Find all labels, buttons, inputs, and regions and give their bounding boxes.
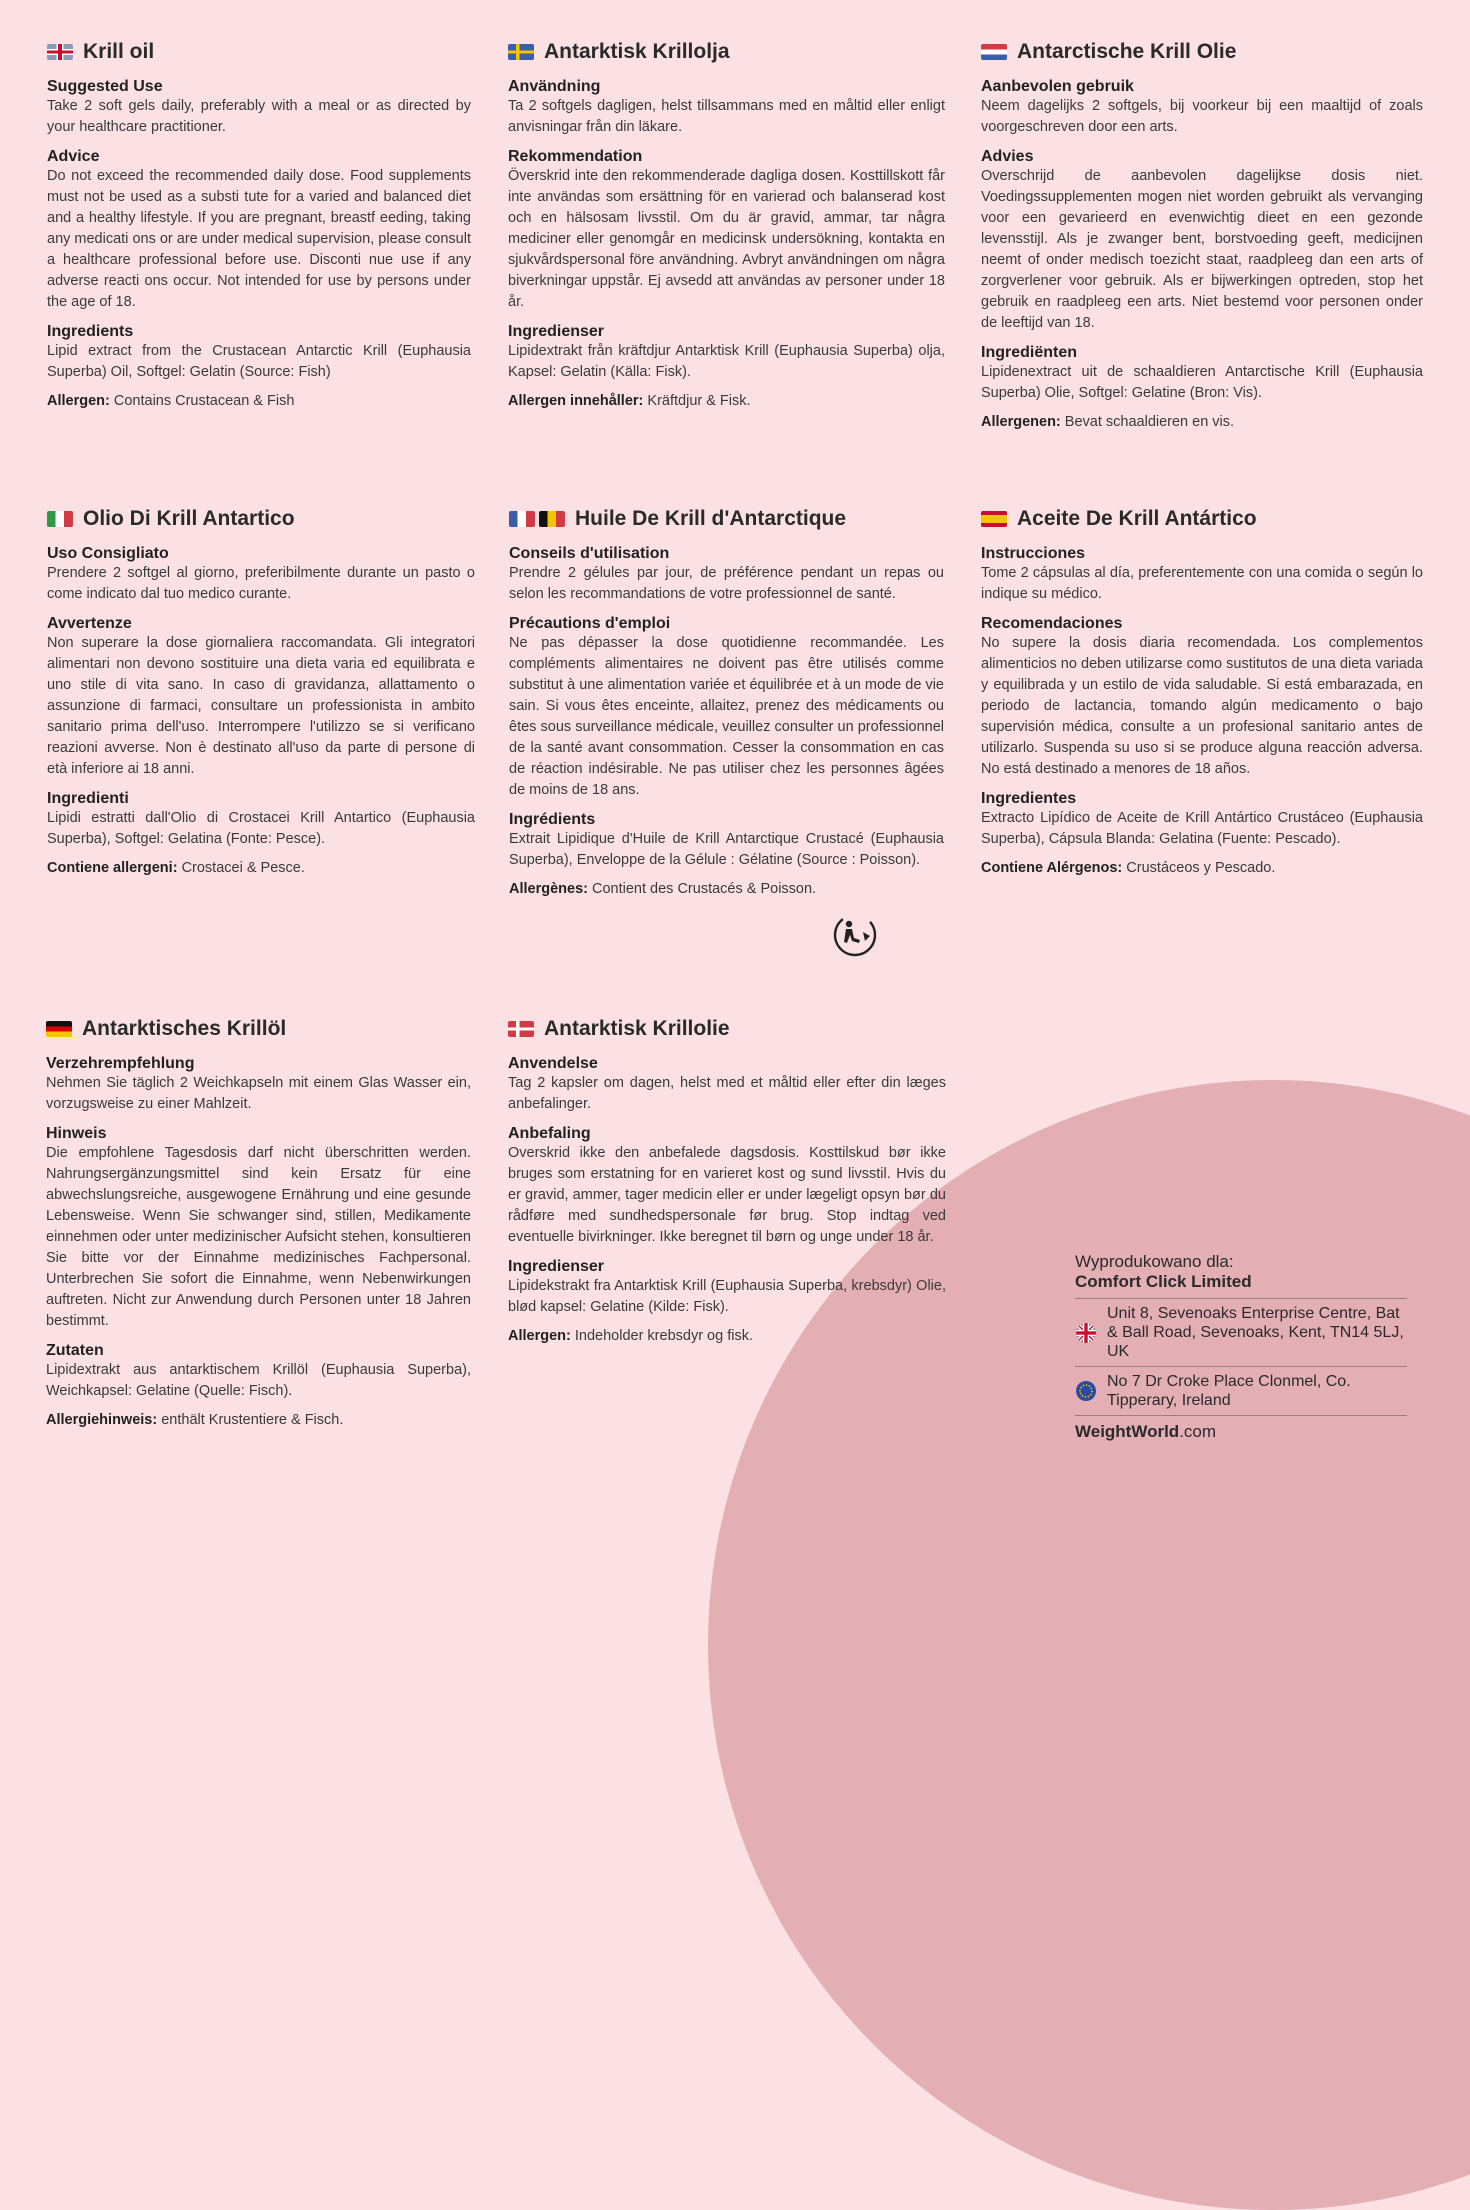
section-title: Krill oil	[83, 40, 155, 63]
uk-address-row	[1075, 1298, 1407, 1366]
section-english	[47, 40, 471, 409]
uk-flag-icon	[1075, 1322, 1097, 1344]
advice-text: Overskrid ikke den anbefalede dagsdosis. Kosttilskud bør ikke bruges som erstatning for en varieret kost og sund livsstil. Hvis du er gravid, ammer, tager medicin eller er under lægeligt opsyn bør du rådføre med sundhedspersonale før brug. Stop indtag ved eventuelle bivirkninger. Ikke beregnet til børn og unge under 18 år.	[508, 1145, 946, 1245]
section-italian	[47, 507, 475, 876]
netherlands-flag-icon	[981, 44, 1007, 60]
eu-flag-icon	[1075, 1380, 1097, 1402]
italy-flag-icon	[47, 511, 73, 527]
made-for-label: Wyprodukowano dla:	[1075, 1252, 1234, 1271]
advice-heading: Rekommendation	[508, 148, 643, 165]
advice-heading: Advice	[47, 148, 100, 165]
ingredients-heading: Ingredienser	[508, 1258, 605, 1275]
ie-address-row	[1075, 1366, 1407, 1415]
allergen-line: Allergen: Indeholder krebsdyr og fisk.	[508, 1328, 753, 1344]
ingredients-heading: Ingredientes	[981, 790, 1077, 807]
allergen-line: Allergen innehåller: Kräftdjur & Fisk.	[508, 393, 751, 409]
ingredients-text: Lipidextrakt aus antarktischem Krillöl (Euphausia Superba), Weichkapsel: Gelatine (Quelle: Fisch).	[46, 1362, 471, 1399]
section-dutch	[981, 40, 1423, 430]
use-text: Neem dagelijks 2 softgels, bij voorkeur bij een maaltijd of zoals voorgeschreven door een arts.	[981, 98, 1423, 135]
advice-text: No supere la dosis diaria recomendada. Los complementos alimenticios no deben utilizarse como sustitutos de una dieta variada y equilibrada y un estilo de vida saludable. Si está embarazada, en periodo de lactancia, tomando algún medicamento o bajo supervisión médica, consulte a un profesional sanitario antes de utilizarlo. Suspenda su uso si se produce alguna reacción adversa. No está destinado a menores de 18 años.	[981, 635, 1423, 777]
ingredients-heading: Ingredienti	[47, 790, 129, 807]
allergen-line: Contiene allergeni: Crostacei & Pesce.	[47, 860, 305, 876]
use-text: Tag 2 kapsler om dagen, helst med et måltid eller efter din læges anbefalinger.	[508, 1075, 946, 1112]
ingredients-text: Lipidenextract uit de schaaldieren Antarctische Krill (Euphausia Superba) Olie, Softgel: Gelatine (Bron: Vis).	[981, 364, 1423, 401]
use-text: Prendre 2 gélules par jour, de préférence pendant un repas ou selon les recommandations de votre professionnel de santé.	[509, 565, 944, 602]
use-text: Ta 2 softgels dagligen, helst tillsammans med en måltid eller enligt anvisningar från din läkare.	[508, 98, 945, 135]
recycling-person-icon	[832, 912, 878, 958]
use-heading: Anvendelse	[508, 1055, 598, 1072]
advice-heading: Hinweis	[46, 1125, 107, 1142]
ingredients-heading: Ingrédients	[509, 811, 596, 828]
use-heading: Uso Consigliato	[47, 545, 169, 562]
section-title: Antarktisches Krillöl	[82, 1017, 287, 1040]
advice-text: Do not exceed the recommended daily dose. Food supplements must not be used as a substi tute for a varied and balanced diet and a healthy lifestyle. If you are pregnant, breastf eeding, taking any medicati ons or are under medical supervision, please consult a healthcare professional before use. Disconti nue use if any adverse reacti ons occur. Not intended for use by persons under the age of 18.	[47, 168, 471, 310]
section-german	[46, 1017, 471, 1428]
ingredients-text: Extracto Lipídico de Aceite de Krill Antártico Crustáceo (Euphausia Superba), Cápsula Blanda: Gelatina (Fuente: Pescado).	[981, 810, 1423, 847]
use-heading: Conseils d'utilisation	[509, 545, 670, 562]
brand-website: WeightWorld.com	[1075, 1415, 1407, 1442]
ie-address: No 7 Dr Croke Place Clonmel, Co. Tipperary, Ireland	[1107, 1373, 1351, 1409]
use-text: Tome 2 cápsulas al día, preferentemente con una comida o según lo indique su médico.	[981, 565, 1423, 602]
advice-text: Overschrijd de aanbevolen dagelijkse dosis niet. Voedingssupplementen mogen niet worden gebruikt als vervanging voor een gevarieerd en evenwichtig dieet en een gezonde levensstijl. Als je zwanger bent, borstvoeding geeft, medicijnen neemt of onder medisch toezicht staat, raadpleeg dan een arts of zorgverlener voor gebruik. Als er bijwerkingen optreden, stop het gebruik en raadpleeg een arts. Niet bestemd voor personen onder de leeftijd van 18.	[981, 168, 1423, 331]
section-title: Aceite De Krill Antártico	[1017, 507, 1257, 530]
uk-address: Unit 8, Sevenoaks Enterprise Centre, Bat & Ball Road, Sevenoaks, Kent, TN14 5LJ, UK	[1107, 1305, 1404, 1360]
company-name: Comfort Click Limited	[1075, 1272, 1252, 1291]
use-text: Take 2 soft gels daily, preferably with a meal or as directed by your healthcare practitioner.	[47, 98, 471, 135]
section-danish	[508, 1017, 946, 1344]
advice-heading: Avvertenze	[47, 615, 132, 632]
allergen-line: Allergenen: Bevat schaaldieren en vis.	[981, 414, 1235, 430]
use-heading: Aanbevolen gebruik	[981, 78, 1134, 95]
section-french	[509, 507, 944, 897]
allergen-line: Allergen: Contains Crustacean & Fish	[47, 393, 295, 409]
section-spanish	[981, 507, 1423, 876]
manufacturer-info	[1075, 1252, 1407, 1442]
advice-text: Ne pas dépasser la dose quotidienne recommandée. Les compléments alimentaires ne doivent pas être utilisés comme substitut à une alimentation variée et équilibrée et à un mode de vie sain. Si vous êtes enceinte, allaitez, prenez des médicaments ou êtes sous surveillance médicale, veuillez consulter un professionnel de la santé avant consommation. Cesser la consommation en cas de réaction indésirable. Ne pas utiliser chez les personnes âgées de moins de 18 ans.	[509, 635, 944, 798]
spain-flag-icon	[981, 511, 1007, 527]
section-title: Antarctische Krill Olie	[1017, 40, 1237, 63]
section-title: Antarktisk Krillolja	[544, 40, 730, 63]
belgium-flag-icon	[539, 511, 565, 527]
ingredients-heading: Ingrediënten	[981, 344, 1078, 361]
section-title: Antarktisk Krillolie	[544, 1017, 730, 1040]
uk-flag-icon	[47, 44, 73, 60]
allergen-line: Contiene Alérgenos: Crustáceos y Pescado.	[981, 860, 1276, 876]
germany-flag-icon	[46, 1021, 72, 1037]
advice-heading: Recomendaciones	[981, 615, 1123, 632]
use-heading: Verzehrempfehlung	[46, 1055, 195, 1072]
ingredients-heading: Ingredients	[47, 323, 134, 340]
ingredients-text: Extrait Lipidique d'Huile de Krill Antarctique Crustacé (Euphausia Superba), Enveloppe de la Gélule : Gélatine (Source : Poisson).	[509, 831, 944, 868]
section-swedish	[508, 40, 945, 409]
france-flag-icon	[509, 511, 535, 527]
advice-text: Non superare la dose giornaliera raccomandata. Gli integratori alimentari non devono sostituire una dieta varia ed equilibrata e uno stile di vita sano. In caso di gravidanza, allattamento o assunzione di farmaci, consultare un professionista in ambito sanitario prima dell'uso. Interrompere l'utilizzo se si verificano reazioni avverse. Non è destinato all'uso da parte di persone di età inferiore ai 18 anni.	[47, 635, 475, 777]
ingredients-text: Lipidekstrakt fra Antarktisk Krill (Euphausia Superba, krebsdyr) Olie, blød kapsel: Gelatine (Kilde: Fisk).	[508, 1278, 946, 1315]
advice-heading: Anbefaling	[508, 1125, 591, 1142]
ingredients-text: Lipidextrakt från kräftdjur Antarktisk Krill (Euphausia Superba) olja, Kapsel: Gelatin (Källa: Fisk).	[508, 343, 945, 380]
use-heading: Suggested Use	[47, 78, 163, 95]
section-title: Olio Di Krill Antartico	[83, 507, 295, 530]
use-text: Prendere 2 softgel al giorno, preferibilmente durante un pasto o come indicato dal tuo medico curante.	[47, 565, 475, 602]
advice-text: Die empfohlene Tagesdosis darf nicht überschritten werden. Nahrungsergänzungsmittel sind kein Ersatz für eine abwechslungsreiche, ausgewogene Ernährung und eine gesunde Lebensweise. Wenn Sie schwanger sind, stillen, Medikamente einnehmen oder unter medizinischer Aufsicht stehen, konsultieren Sie bitte vor der Einnahme medizinisches Fachpersonal. Unterbrechen Sie sofort die Einnahme, wenn Nebenwirkungen auftreten. Nicht zur Anwendung durch Personen unter 18 Jahren bestimmt.	[46, 1145, 471, 1329]
denmark-flag-icon	[508, 1021, 534, 1037]
advice-text: Överskrid inte den rekommenderade dagliga dosen. Kosttillskott får inte användas som ersättning för en varierad och balanserad kost och en hälsosam livsstil. Om du är gravid, ammar, tar några mediciner eller genomgår en medicinsk undersökning, kontakta en sjukvårdspersonal före användning. Avbryt användningen om några biverkningar uppstår. Ej avsedd att användas av personer under 18 år.	[508, 168, 945, 310]
ingredients-text: Lipidi estratti dall'Olio di Crostacei Krill Antartico (Euphausia Superba), Softgel: Gelatina (Fonte: Pesce).	[47, 810, 475, 847]
section-title: Huile De Krill d'Antarctique	[575, 507, 847, 530]
advice-heading: Advies	[981, 148, 1034, 165]
allergen-line: Allergiehinweis: enthält Krustentiere & Fisch.	[46, 1412, 344, 1428]
use-heading: Instrucciones	[981, 545, 1086, 562]
ingredients-heading: Zutaten	[46, 1342, 104, 1359]
ingredients-text: Lipid extract from the Crustacean Antarctic Krill (Euphausia Superba) Oil, Softgel: Gelatin (Source: Fish)	[47, 343, 471, 380]
advice-heading: Précautions d'emploi	[509, 615, 671, 632]
use-heading: Användning	[508, 78, 601, 95]
allergen-line: Allergènes: Contient des Crustacés & Poisson.	[509, 881, 817, 897]
use-text: Nehmen Sie täglich 2 Weichkapseln mit einem Glas Wasser ein, vorzugsweise zu einer Mahlzeit.	[46, 1075, 471, 1112]
ingredients-heading: Ingredienser	[508, 323, 605, 340]
sweden-flag-icon	[508, 44, 534, 60]
